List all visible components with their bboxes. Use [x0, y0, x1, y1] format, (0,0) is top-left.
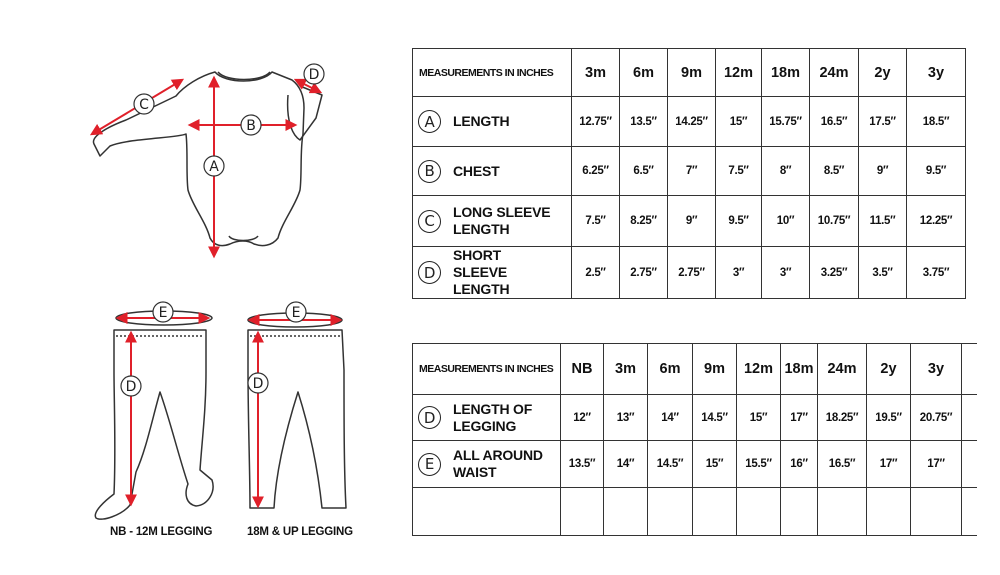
bodysuit-header-label: MEASUREMENTS IN INCHES	[413, 49, 572, 97]
table-cell: 16.5″	[810, 97, 859, 147]
table-row	[413, 441, 977, 488]
marker-d-small: D	[125, 379, 137, 395]
row-label-long-sleeve: C LONG SLEEVE LENGTH	[413, 196, 572, 247]
empty-cell	[561, 488, 604, 536]
legging-small-measure-lines	[118, 318, 208, 504]
table-row	[413, 97, 966, 147]
empty-cell	[781, 488, 818, 536]
bodysuit-size-3y: 3y	[907, 49, 966, 97]
legging-small-diagram	[95, 311, 213, 519]
table-row	[413, 395, 977, 441]
bodysuit-size-12m: 12m	[716, 49, 762, 97]
legging-size-18m: 18m	[781, 344, 818, 395]
table-cell: 3″	[716, 247, 762, 299]
bodysuit-header-row	[413, 49, 966, 97]
table-cell: 11.5″	[859, 196, 907, 247]
empty-cell	[413, 488, 561, 536]
table-cell: 19.5″	[867, 395, 911, 441]
row-label-legging-length: D LENGTH OF LEGGING	[413, 395, 561, 441]
row-label-short-sleeve: D SHORT SLEEVE LENGTH	[413, 247, 572, 299]
table-cell: 20.75″	[911, 395, 962, 441]
table-cell: 17.5″	[859, 97, 907, 147]
bodysuit-markers	[134, 64, 324, 176]
table-row	[413, 247, 966, 299]
table-cell: 7.5″	[572, 196, 620, 247]
marker-b-icon: B	[418, 160, 441, 183]
table-cell: 15″	[693, 441, 737, 488]
table-cell: 2.75″	[620, 247, 668, 299]
table-cell: 13.5″	[620, 97, 668, 147]
table-cell: 3.75″	[907, 247, 966, 299]
legging-size-6m: 6m	[648, 344, 693, 395]
bodysuit-size-6m: 6m	[620, 49, 668, 97]
marker-a-icon: A	[418, 110, 441, 133]
legging-size-12m: 12m	[737, 344, 781, 395]
marker-d-icon: D	[418, 261, 441, 284]
row-label-length: A LENGTH	[413, 97, 572, 147]
table-cell: 8.25″	[620, 196, 668, 247]
empty-cell	[604, 488, 648, 536]
empty-cell	[648, 488, 693, 536]
table-row	[413, 488, 977, 536]
table-cell: 9″	[859, 147, 907, 196]
table-cell: 15.75″	[762, 97, 810, 147]
table-cell: 18.5″	[907, 97, 966, 147]
marker-e-large: E	[291, 305, 301, 321]
table-cell: 3.25″	[810, 247, 859, 299]
legging-size-3y: 3y	[911, 344, 962, 395]
table-cell: 16″	[781, 441, 818, 488]
table-cell: 3″	[762, 247, 810, 299]
legging-large-caption: 18M & UP LEGGING	[247, 526, 353, 538]
bodysuit-size-24m: 24m	[810, 49, 859, 97]
legging-size-24m: 24m	[818, 344, 867, 395]
table-cell: 10.75″	[810, 196, 859, 247]
table-cell: 7″	[668, 147, 716, 196]
table-cell: 6.5″	[620, 147, 668, 196]
table-cell: 17″	[867, 441, 911, 488]
table-cell: 10″	[762, 196, 810, 247]
bodysuit-size-9m: 9m	[668, 49, 716, 97]
garment-diagrams	[0, 0, 400, 575]
table-cell: 7.5″	[716, 147, 762, 196]
empty-cell	[737, 488, 781, 536]
table-cell: 16.5″	[818, 441, 867, 488]
marker-e-legging-icon: E	[418, 453, 441, 476]
legging-small-caption: NB - 12M LEGGING	[110, 526, 213, 538]
table-cell: 9″	[668, 196, 716, 247]
table-row	[413, 147, 966, 196]
table-cell: 13.5″	[561, 441, 604, 488]
empty-cell	[818, 488, 867, 536]
legging-extra-cell	[962, 488, 977, 536]
table-cell: 14″	[604, 441, 648, 488]
table-cell: 2.5″	[572, 247, 620, 299]
table-cell: 6.25″	[572, 147, 620, 196]
bodysuit-size-table	[412, 48, 966, 299]
table-row	[413, 196, 966, 247]
legging-header-label: MEASUREMENTS IN INCHES	[413, 344, 561, 395]
legging-large-diagram	[248, 313, 346, 508]
table-cell: 12.25″	[907, 196, 966, 247]
marker-e-small: E	[158, 305, 168, 321]
legging-extra-cell	[962, 441, 977, 488]
table-cell: 14″	[648, 395, 693, 441]
bodysuit-size-2y: 2y	[859, 49, 907, 97]
table-cell: 8.5″	[810, 147, 859, 196]
marker-a-bodysuit: A	[209, 159, 219, 175]
legging-large-measure-lines	[250, 320, 340, 506]
table-cell: 15.5″	[737, 441, 781, 488]
table-cell: 15″	[716, 97, 762, 147]
table-cell: 17″	[911, 441, 962, 488]
marker-c-icon: C	[418, 210, 441, 233]
row-label-waist: E ALL AROUND WAIST	[413, 441, 561, 488]
legging-small-markers	[121, 302, 173, 396]
table-cell: 12.75″	[572, 97, 620, 147]
legging-size-2y: 2y	[867, 344, 911, 395]
legging-size-9m: 9m	[693, 344, 737, 395]
table-cell: 14.5″	[648, 441, 693, 488]
legging-size-3m: 3m	[604, 344, 648, 395]
table-cell: 18.25″	[818, 395, 867, 441]
row-label-chest: B CHEST	[413, 147, 572, 196]
table-cell: 15″	[737, 395, 781, 441]
table-cell: 3.5″	[859, 247, 907, 299]
table-cell: 14.5″	[693, 395, 737, 441]
table-cell: 17″	[781, 395, 818, 441]
table-cell: 14.25″	[668, 97, 716, 147]
table-cell: 9.5″	[907, 147, 966, 196]
table-cell: 8″	[762, 147, 810, 196]
marker-b-bodysuit: B	[246, 118, 256, 134]
legging-size-table	[412, 343, 977, 536]
bodysuit-size-3m: 3m	[572, 49, 620, 97]
legging-size-nb: NB	[561, 344, 604, 395]
legging-extra-cell	[962, 344, 977, 395]
empty-cell	[693, 488, 737, 536]
marker-d-bodysuit: D	[308, 67, 320, 83]
table-cell: 2.75″	[668, 247, 716, 299]
empty-cell	[867, 488, 911, 536]
table-cell: 9.5″	[716, 196, 762, 247]
marker-c-bodysuit: C	[139, 97, 149, 113]
empty-cell	[911, 488, 962, 536]
legging-header-row	[413, 344, 977, 395]
table-cell: 13″	[604, 395, 648, 441]
bodysuit-size-18m: 18m	[762, 49, 810, 97]
table-cell: 12″	[561, 395, 604, 441]
marker-d-legging-icon: D	[418, 406, 441, 429]
legging-extra-cell	[962, 395, 977, 441]
marker-d-large: D	[252, 376, 264, 392]
